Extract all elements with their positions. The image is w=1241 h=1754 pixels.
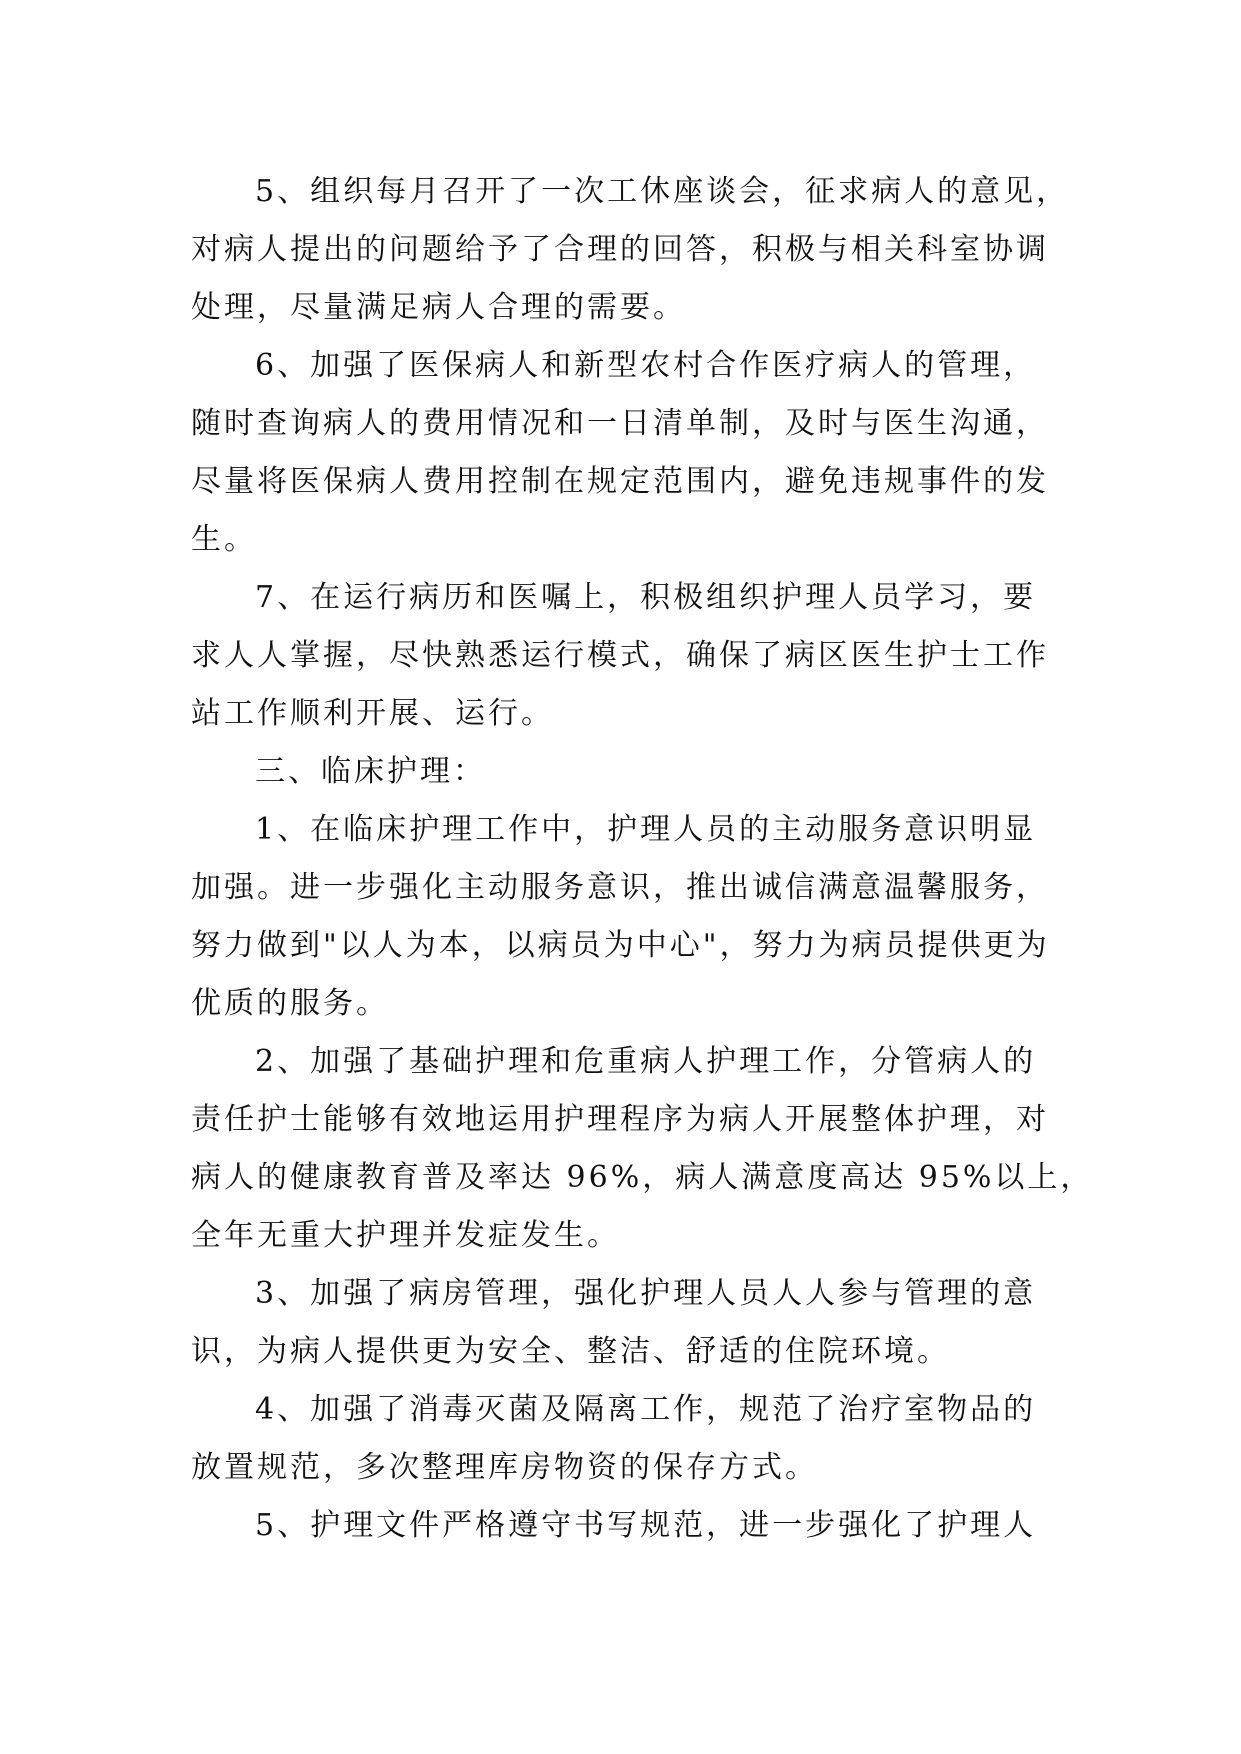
text-line: 尽量将医保病人费用控制在规定范围内，避免违规事件的发 (191, 464, 1049, 499)
text-line: 病人的健康教育普及率达 96%，病人满意度高达 95%以上， (191, 1160, 1094, 1195)
text-line: 努力做到"以人为本，以病员为中心"，努力为病员提供更为 (191, 928, 1050, 963)
text-line: 3、加强了病房管理，强化护理人员人人参与管理的意 (255, 1276, 1037, 1311)
text-line: 站工作顺利开展、运行。 (191, 696, 554, 731)
text-line: 加强。进一步强化主动服务意识，推出诚信满意温馨服务， (191, 870, 1049, 905)
text-line: 优质的服务。 (191, 986, 389, 1021)
text-line: 6、加强了医保病人和新型农村合作医疗病人的管理， (255, 348, 1037, 383)
document-body (191, 163, 1094, 1555)
text-line: 随时查询病人的费用情况和一日清单制，及时与医生沟通， (191, 406, 1049, 441)
text-line: 求人人掌握，尽快熟悉运行模式，确保了病区医生护士工作 (191, 638, 1049, 673)
text-line: 全年无重大护理并发症发生。 (191, 1218, 620, 1253)
text-line: 5、护理文件严格遵守书写规范，进一步强化了护理人 (255, 1508, 1037, 1543)
text-line: 5、组织每月召开了一次工休座谈会，征求病人的意见， (255, 174, 1070, 209)
text-line: 生。 (191, 522, 257, 557)
text-line: 处理，尽量满足病人合理的需要。 (191, 290, 686, 325)
text-line: 对病人提出的问题给予了合理的回答，积极与相关科室协调 (191, 232, 1049, 267)
section-heading: 三、临床护理： (255, 754, 486, 789)
text-line: 放置规范，多次整理库房物资的保存方式。 (191, 1450, 818, 1485)
text-line: 1、在临床护理工作中，护理人员的主动服务意识明显 (255, 812, 1037, 847)
text-line: 7、在运行病历和医嘱上，积极组织护理人员学习，要 (255, 580, 1037, 615)
text-line: 责任护士能够有效地运用护理程序为病人开展整体护理，对 (191, 1102, 1049, 1137)
text-line: 4、加强了消毒灭菌及隔离工作，规范了治疗室物品的 (255, 1392, 1037, 1427)
text-line: 2、加强了基础护理和危重病人护理工作，分管病人的 (255, 1044, 1037, 1079)
text-line: 识，为病人提供更为安全、整洁、舒适的住院环境。 (191, 1334, 950, 1369)
